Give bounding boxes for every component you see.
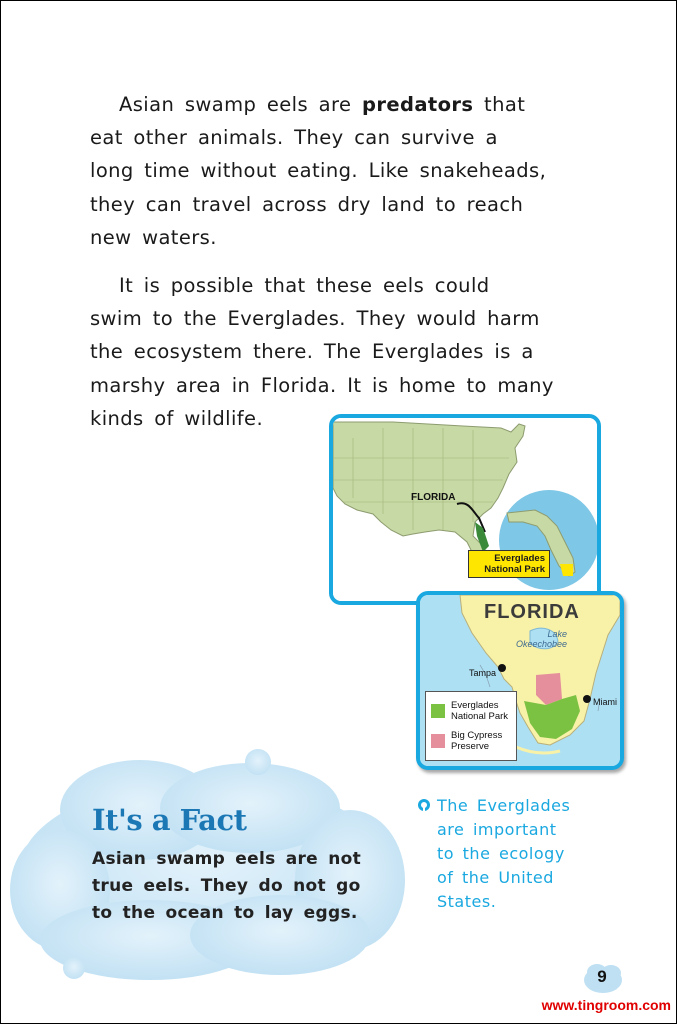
us-map-florida-label: FLORIDA <box>411 492 456 503</box>
paragraph-1-line-3: long time without eating. Like snakeheads, <box>90 159 547 183</box>
legend-swatch-green <box>431 704 445 718</box>
legend-swatch-pink <box>431 734 445 748</box>
map-legend <box>425 691 517 761</box>
paragraph-1 <box>90 88 590 254</box>
keyword-predators: predators <box>361 93 474 116</box>
city-label-tampa: Tampa <box>469 668 497 678</box>
lake-okeechobee-label: Lake Okeechobee <box>516 629 568 649</box>
national-park-callout: Everglades National Park <box>468 550 550 578</box>
florida-map-title: FLORIDA <box>484 601 580 623</box>
city-label-miami: Miami <box>593 697 617 707</box>
watermark: www.tingroom.com <box>541 997 671 1013</box>
florida-map <box>416 591 624 770</box>
paragraph-2-line-1: It is possible that these eels could <box>119 274 490 297</box>
paragraph-2 <box>90 269 590 435</box>
map-caption: The Everglades are important to the ecology of the United States. <box>418 794 598 914</box>
paragraph-2-line-5: kinds of wildlife. <box>90 406 264 430</box>
us-map <box>329 414 601 605</box>
legend-item-national-park: Everglades National Park <box>431 700 508 722</box>
us-map-graphic <box>333 418 597 601</box>
page-number: 9 <box>597 967 607 986</box>
fact-text: Asian swamp eels are not true eels. They do not go to the ocean to lay eggs. <box>92 849 362 923</box>
paragraph-1-line-1: Asian swamp eels are predators that <box>119 93 526 116</box>
legend-item-big-cypress: Big Cypress Preserve <box>431 730 502 752</box>
paragraph-2-line-2: swim to the Everglades. They would harm <box>90 307 540 331</box>
paragraph-2-line-3: the ecosystem there. The Everglades is a <box>90 340 534 364</box>
paragraph-1-line-2: eat other animals. They can survive a <box>90 126 498 150</box>
paragraph-1-line-5: new waters. <box>90 225 217 249</box>
paragraph-1-line-4: they can travel across dry land to reach <box>90 192 524 216</box>
paragraph-2-line-4: marshy area in Florida. It is home to many <box>90 373 554 397</box>
fact-title: It's a Fact <box>92 803 247 837</box>
